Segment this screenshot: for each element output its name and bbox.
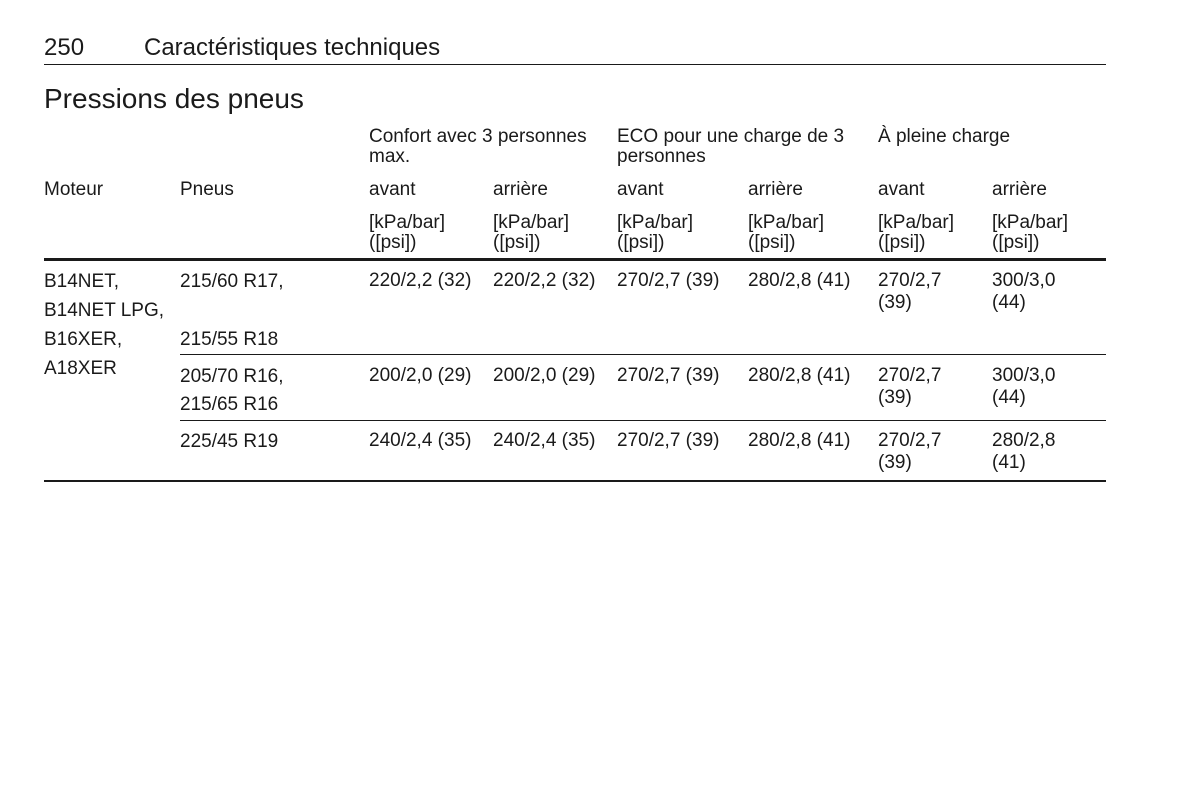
group-header-eco: ECO pour une charge de 3 personnes: [617, 126, 845, 167]
column-header-rear: arrière: [493, 179, 548, 200]
unit-label: [kPa/bar] ([psi]): [992, 212, 1069, 253]
column-header-tyres: Pneus: [180, 179, 234, 200]
motor-name: A18XER: [44, 358, 117, 379]
unit-label: [kPa/bar] ([psi]): [369, 212, 446, 253]
unit-label: [kPa/bar] ([psi]): [748, 212, 825, 253]
pressure-value: 270/2,7 (39): [617, 365, 720, 386]
column-header-rear: arrière: [992, 179, 1047, 200]
page-number: 250: [44, 34, 85, 61]
tyre-size: 225/45 R19: [180, 431, 279, 452]
tyre-size: 215/65 R16: [180, 394, 279, 415]
pressure-value: 240/2,4 (35): [493, 430, 596, 451]
pressure-value: 300/3,0 (44): [992, 365, 1056, 408]
pressure-value: 220/2,2 (32): [493, 270, 596, 291]
pressure-value: 280/2,8 (41): [992, 430, 1056, 473]
table-bottom-rule: [44, 480, 1106, 482]
unit-label: [kPa/bar] ([psi]): [617, 212, 694, 253]
tyre-size: 215/60 R17,: [180, 271, 284, 292]
tyre-size: 205/70 R16,: [180, 366, 284, 387]
pressure-value: 270/2,7 (39): [878, 430, 942, 473]
motor-name: B14NET LPG,: [44, 300, 165, 321]
column-header-motor: Moteur: [44, 179, 104, 200]
pressure-value: 300/3,0 (44): [992, 270, 1056, 313]
column-header-front: avant: [878, 179, 925, 200]
pressure-value: 280/2,8 (41): [748, 365, 851, 386]
pressure-value: 270/2,7 (39): [878, 365, 942, 408]
page-header: [44, 34, 1106, 65]
pressure-value: 200/2,0 (29): [493, 365, 596, 386]
header-divider: [44, 258, 1106, 261]
pressure-value: 270/2,7 (39): [878, 270, 942, 313]
pressure-value: 240/2,4 (35): [369, 430, 472, 451]
pressure-value: 220/2,2 (32): [369, 270, 472, 291]
pressure-value: 280/2,8 (41): [748, 430, 851, 451]
unit-label: [kPa/bar] ([psi]): [493, 212, 570, 253]
unit-label: [kPa/bar] ([psi]): [878, 212, 955, 253]
pressure-value: 270/2,7 (39): [617, 270, 720, 291]
motor-name: B16XER,: [44, 329, 123, 350]
column-header-front: avant: [617, 179, 664, 200]
tyre-size: 215/55 R18: [180, 329, 279, 350]
row-divider: [180, 420, 1106, 421]
pressure-value: 270/2,7 (39): [617, 430, 720, 451]
group-header-comfort: Confort avec 3 personnes max.: [369, 126, 587, 167]
row-divider: [180, 354, 1106, 355]
column-header-front: avant: [369, 179, 416, 200]
pressure-value: 280/2,8 (41): [748, 270, 851, 291]
column-header-rear: arrière: [748, 179, 803, 200]
group-header-full-load: À pleine charge: [878, 126, 1011, 147]
section-title: Pressions des pneus: [44, 83, 304, 114]
motor-name: B14NET,: [44, 271, 119, 292]
running-title: Caractéristiques techniques: [144, 34, 441, 61]
pressure-value: 200/2,0 (29): [369, 365, 472, 386]
